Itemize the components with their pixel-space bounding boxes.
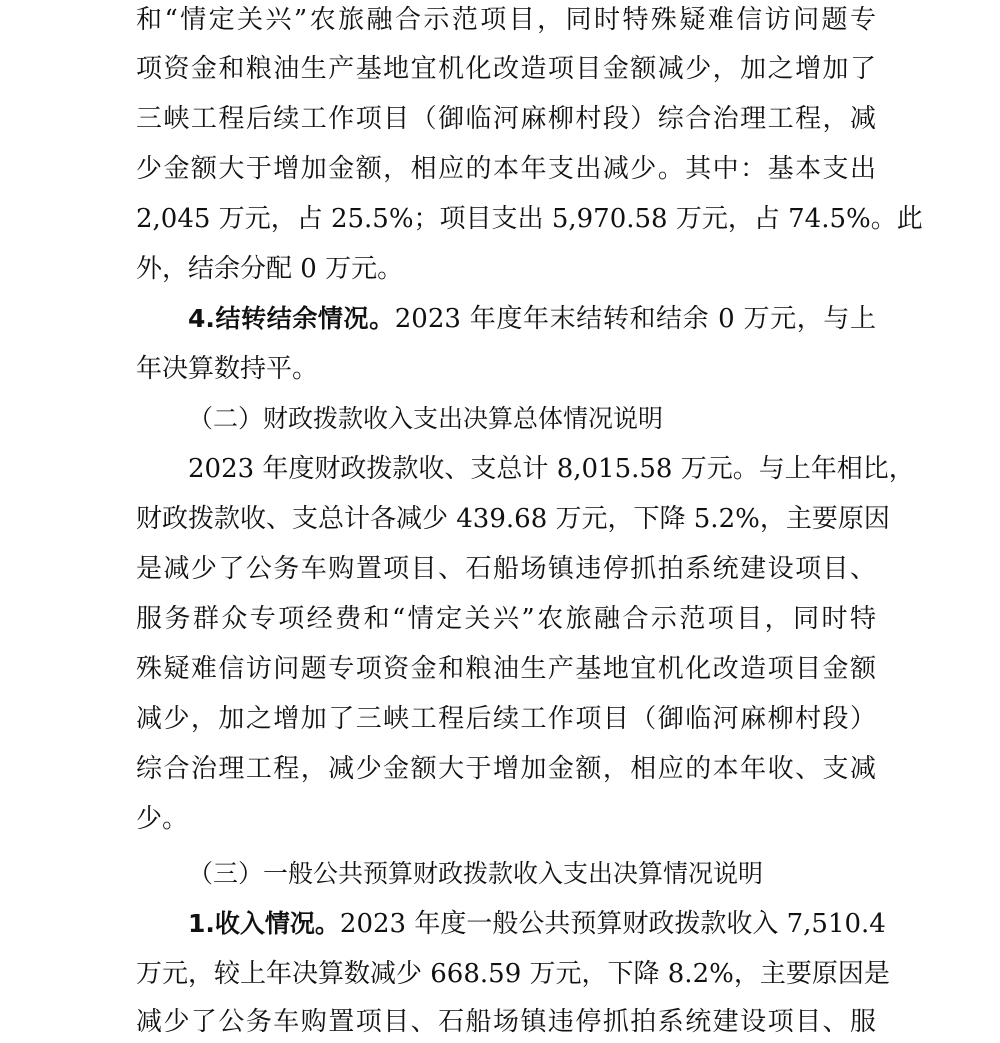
line-text: 减少了公务车购置项目、石船场镇违停抓拍系统建设项目、服	[136, 1007, 876, 1037]
line-text: 三峡工程后续工作项目（御临河麻柳村段）综合治理工程，减	[136, 104, 876, 134]
line-text: 少金额大于增加金额，相应的本年支出减少。其中：基本支出	[136, 154, 876, 184]
text-line	[136, 749, 876, 789]
line-text: 2023 年度年末结转和结余 0 万元，与上	[394, 304, 876, 334]
line-text: 殊疑难信访问题专项资金和粮油生产基地宜机化改造项目金额	[136, 654, 876, 684]
text-line	[136, 349, 318, 389]
text-line	[136, 954, 890, 994]
line-text: 2,045 万元，占 25.5%；项目支出 5,970.58 万元，占 74.5%。此	[136, 204, 923, 234]
text-line	[188, 299, 876, 339]
line-text: 和“情定关兴”农旅融合示范项目，同时特殊疑难信访问题专	[136, 5, 876, 35]
text-line	[136, 199, 923, 239]
heading-text: 一般公共预算财政拨款收入支出决算情况说明	[263, 859, 764, 888]
heading-number: （二）	[188, 404, 264, 433]
text-line	[136, 499, 890, 539]
line-text: 年决算数持平。	[136, 354, 319, 384]
text-line	[136, 149, 876, 189]
text-line	[136, 699, 876, 739]
text-line	[136, 249, 403, 289]
line-text: 减少，加之增加了三峡工程后续工作项目（御临河麻柳村段）	[136, 704, 876, 734]
text-line	[188, 449, 915, 489]
text-line	[136, 549, 876, 589]
line-text: 项资金和粮油生产基地宜机化改造项目金额减少，加之增加了	[136, 54, 876, 84]
text-line	[136, 649, 876, 689]
heading-text: 财政拨款收入支出决算总体情况说明	[263, 404, 664, 433]
text-line	[136, 799, 188, 839]
paragraph-lead: 1.收入情况。	[188, 909, 340, 938]
paragraph-lead: 4.结转结余情况。	[188, 304, 395, 333]
line-text: 是减少了公务车购置项目、石船场镇违停抓拍系统建设项目、	[136, 554, 876, 584]
text-line	[136, 49, 876, 89]
line-text: 服务群众专项经费和“情定关兴”农旅融合示范项目，同时特	[136, 604, 876, 634]
text-line	[136, 0, 876, 40]
line-text: 2023 年度财政拨款收、支总计 8,015.58 万元。与上年相比，	[188, 454, 915, 484]
text-line	[188, 904, 886, 944]
section-heading	[188, 399, 663, 439]
line-text: 综合治理工程，减少金额大于增加金额，相应的本年收、支减	[136, 754, 876, 784]
heading-number: （三）	[188, 859, 264, 888]
line-text: 财政拨款收、支总计各减少 439.68 万元，下降 5.2%，主要原因	[136, 504, 890, 534]
text-line	[136, 599, 876, 639]
line-text: 万元，较上年决算数减少 668.59 万元，下降 8.2%，主要原因是	[136, 959, 890, 989]
line-text: 少。	[136, 804, 189, 834]
text-line	[136, 99, 876, 139]
line-text: 外，结余分配 0 万元。	[136, 254, 404, 284]
text-line	[136, 1002, 876, 1042]
section-heading	[188, 854, 763, 894]
line-text: 2023 年度一般公共预算财政拨款收入 7,510.4	[339, 909, 886, 939]
